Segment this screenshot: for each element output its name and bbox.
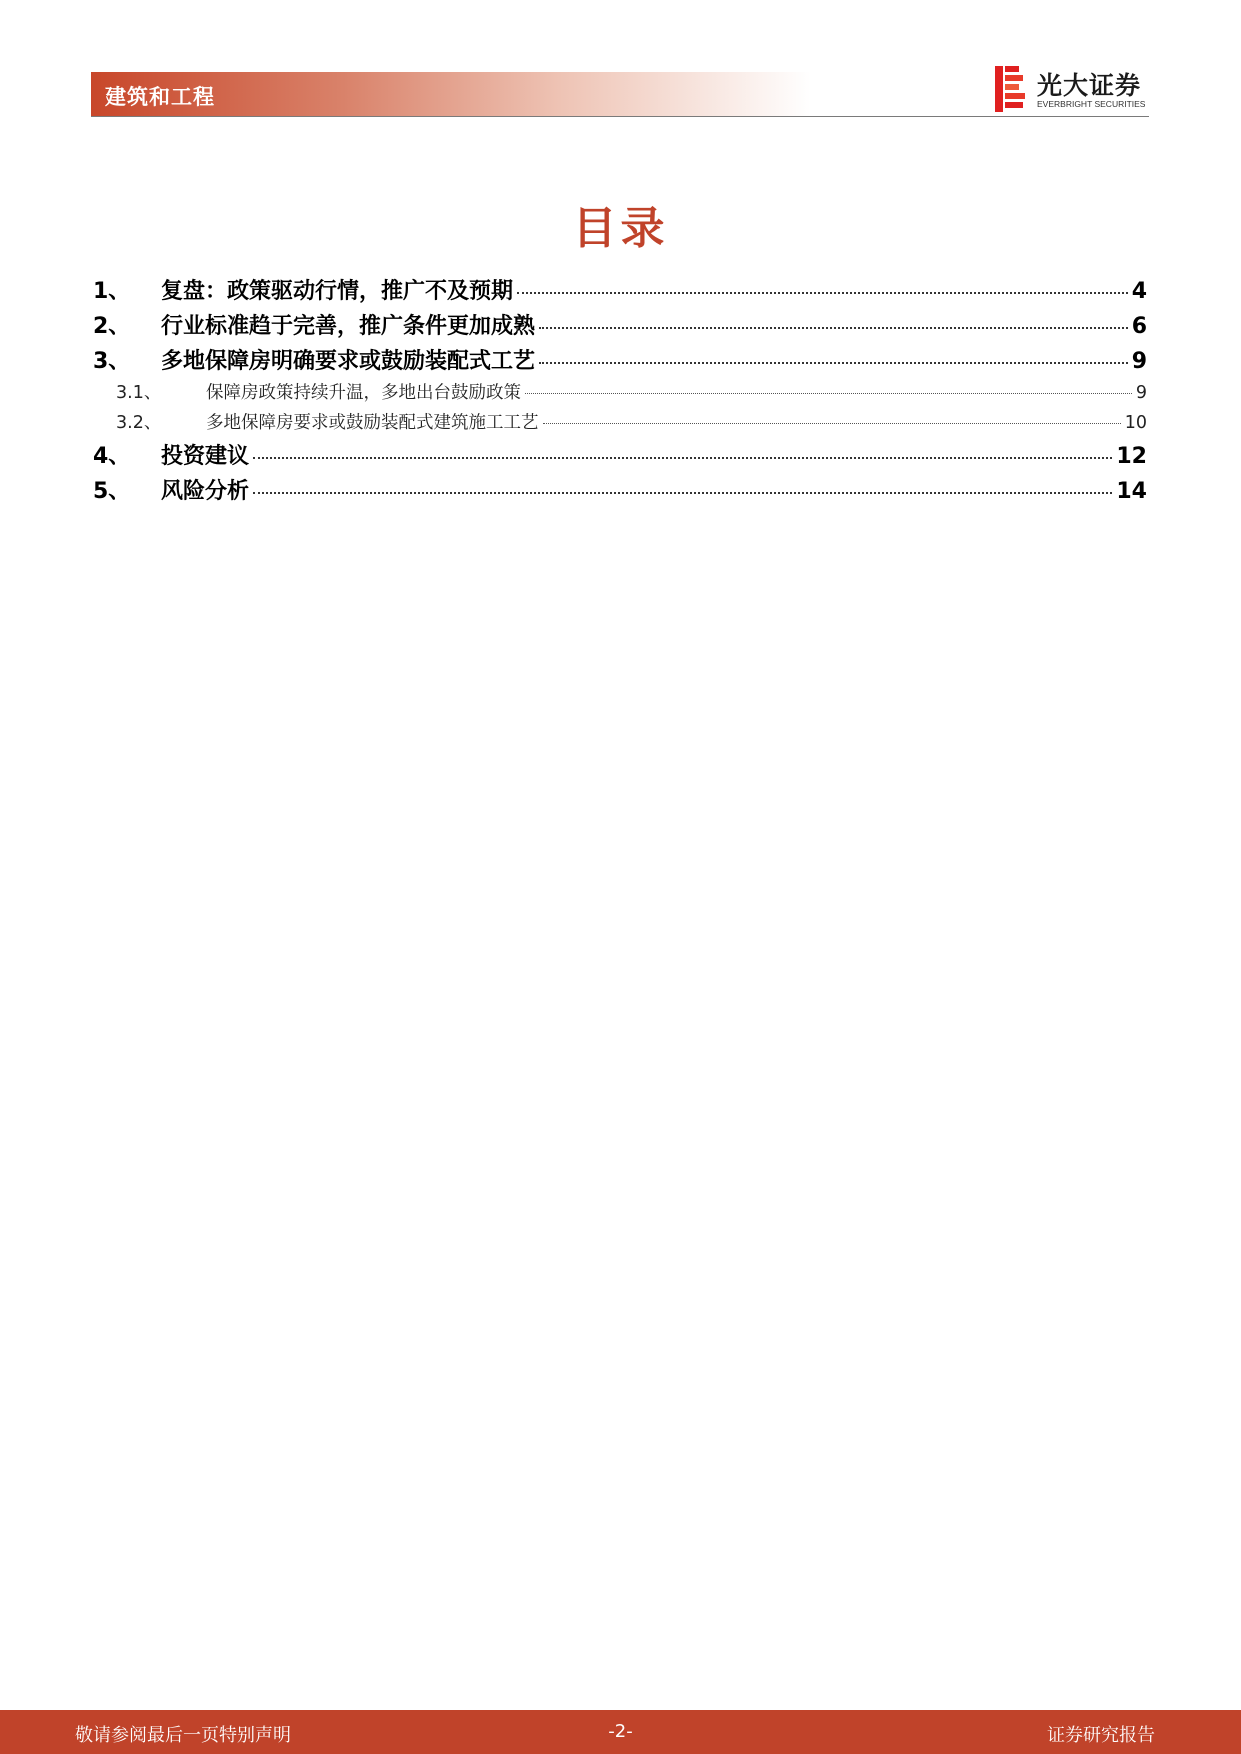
everbright-logo-icon [995,66,1027,112]
toc-entry-text: 多地保障房要求或鼓励装配式建筑施工工艺 [206,413,539,433]
toc-entry-page: 9 [1131,349,1147,374]
toc-subentry[interactable] [93,409,1147,439]
toc-entry-number: 3、 [93,349,131,374]
toc-entry[interactable] [93,474,1147,509]
toc-leader-dots [517,292,1128,294]
toc-entry-text: 投资建议 [161,444,250,469]
header-divider [91,116,1149,117]
toc-entry-text: 行业标准趋于完善，推广条件更加成熟 [161,314,536,339]
footer-report-type: 证券研究报告 [1047,1725,1155,1746]
toc-leader-dots [253,457,1112,459]
toc-entry-number: 1、 [93,279,131,304]
toc-leader-dots [525,393,1132,394]
toc-entry[interactable] [93,274,1147,309]
toc-subentry[interactable] [93,379,1147,409]
toc-entry-page: 9 [1135,383,1147,403]
header-section-title: 建筑和工程 [105,85,215,109]
toc-entry-number: 3.2、 [116,413,162,433]
page-number: -2- [608,1721,633,1742]
toc-leader-dots [539,362,1128,364]
toc-entry-number: 5、 [93,479,131,504]
toc-entry-page: 4 [1131,279,1147,304]
toc-entry-text: 复盘：政策驱动行情，推广不及预期 [161,279,514,304]
toc-entry-page: 10 [1124,413,1147,433]
company-logo [995,64,1155,114]
footer-disclaimer-note: 敬请参阅最后一页特别声明 [75,1725,291,1746]
table-of-contents [93,274,1147,509]
toc-entry[interactable] [93,439,1147,474]
logo-english-name: EVERBRIGHT SECURITIES [1037,99,1146,109]
toc-entry[interactable] [93,309,1147,344]
toc-entry-number: 4、 [93,444,131,469]
toc-entry-text: 风险分析 [161,479,250,504]
toc-title: 目录 [572,203,669,254]
toc-entry-text: 保障房政策持续升温，多地出台鼓励政策 [206,383,521,403]
toc-entry-page: 12 [1116,444,1147,469]
logo-chinese-name: 光大证券 [1037,71,1142,100]
toc-leader-dots [539,327,1128,329]
toc-entry-text: 多地保障房明确要求或鼓励装配式工艺 [161,349,536,374]
toc-entry-page: 14 [1116,479,1147,504]
toc-entry-page: 6 [1131,314,1147,339]
toc-leader-dots [543,423,1121,424]
toc-entry[interactable] [93,344,1147,379]
toc-leader-dots [253,492,1112,494]
toc-entry-number: 3.1、 [116,383,162,403]
toc-entry-number: 2、 [93,314,131,339]
